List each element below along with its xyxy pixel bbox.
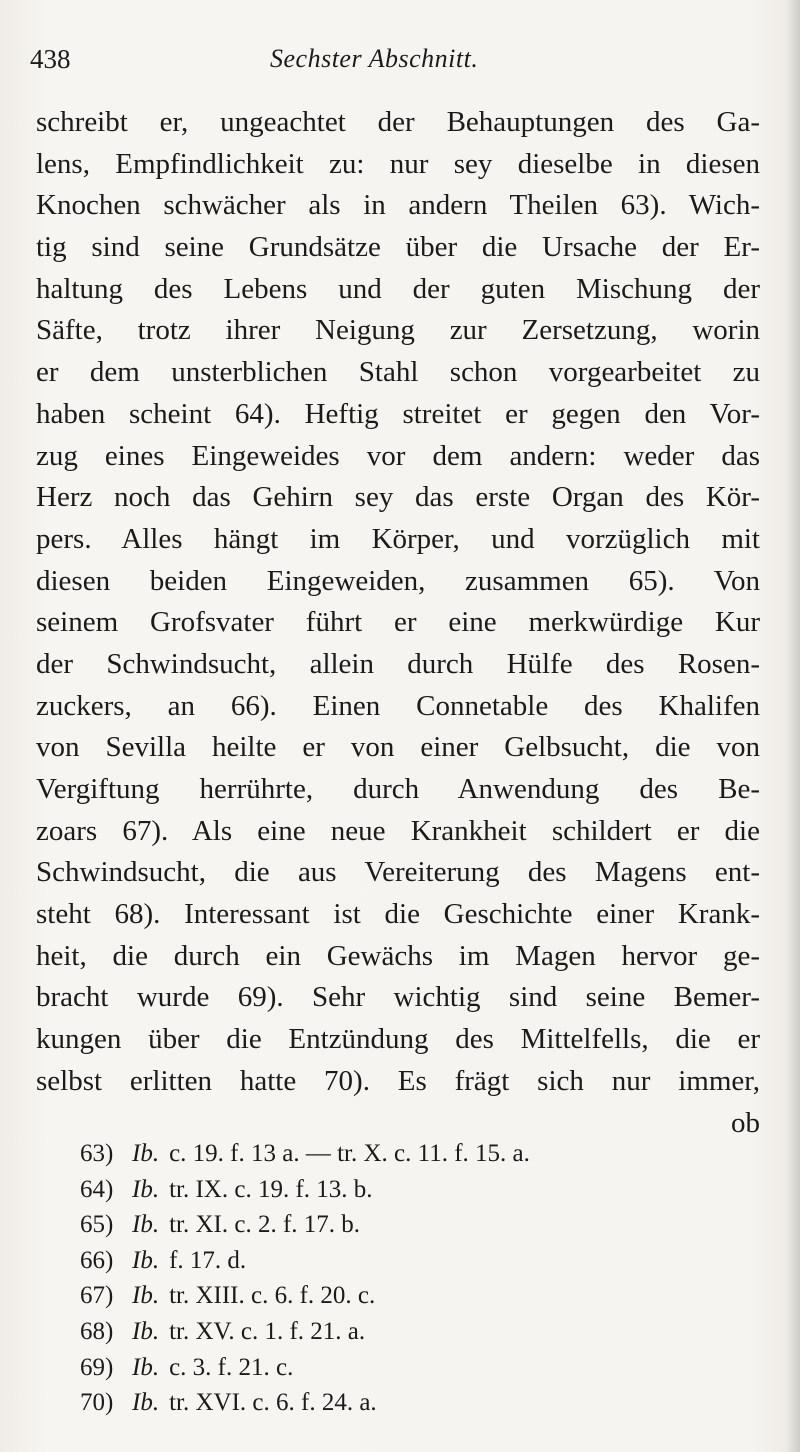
- footnotes: [80, 1136, 720, 1421]
- footnote-number: 70): [80, 1389, 114, 1417]
- footnote-text: tr. XIII. c. 6. f. 20. c.: [169, 1282, 376, 1310]
- text-line: von Sevilla heilte er von einer Gelbsucht, die von: [36, 731, 760, 764]
- footnote-number: 63): [80, 1140, 114, 1167]
- text-line: haltung des Lebens und der guten Mischung der: [36, 272, 760, 305]
- footnote-number: 66): [80, 1246, 114, 1274]
- footnote: [80, 1278, 720, 1314]
- text-line: haben scheint 64). Heftig streitet er gegen den Vor-: [36, 397, 760, 430]
- footnote-ibid: Ib.: [132, 1353, 160, 1381]
- text-line: er dem unsterblichen Stahl schon vorgearbeitet zu: [36, 356, 760, 389]
- footnote-ibid: Ib.: [132, 1211, 160, 1239]
- text-line: kungen über die Entzündung des Mittelfells, die er: [36, 1023, 760, 1056]
- footnote: [80, 1385, 720, 1421]
- footnote-ibid: Ib.: [132, 1389, 160, 1417]
- text-line: seinem Grofsvater führt er eine merkwürdige Kur: [36, 606, 760, 639]
- footnote: [80, 1207, 720, 1243]
- footnote-number: 67): [80, 1282, 114, 1310]
- text-line: Säfte, trotz ihrer Neigung zur Zersetzung, worin: [36, 314, 760, 347]
- footnote-number: 64): [80, 1175, 114, 1203]
- page-header: [30, 44, 760, 84]
- footnote: [80, 1136, 720, 1172]
- page-number: 438: [30, 44, 71, 74]
- text-line: steht 68). Interessant ist die Geschichte einer Krank-: [36, 898, 760, 931]
- footnote-ibid: Ib.: [132, 1246, 160, 1274]
- footnote-text: tr. XVI. c. 6. f. 24. a.: [169, 1389, 377, 1417]
- footnote-text: c. 3. f. 21. c.: [169, 1353, 294, 1381]
- footnote: [80, 1314, 720, 1350]
- footnote-text: tr. IX. c. 19. f. 13. b.: [169, 1175, 373, 1203]
- text-line: Vergiftung herrührte, durch Anwendung des Be-: [36, 773, 760, 805]
- text-line: Schwindsucht, die aus Vereiterung des Magens ent-: [36, 856, 760, 889]
- text-line: tig sind seine Grundsätze über die Ursache der Er-: [36, 231, 760, 264]
- catchword: ob: [731, 1106, 760, 1139]
- text-line: Knochen schwächer als in andern Theilen 63). Wich-: [36, 189, 760, 222]
- footnote-text: tr. XV. c. 1. f. 21. a.: [169, 1317, 366, 1345]
- running-head: Sechster Abschnitt.: [270, 44, 479, 73]
- footnote-text: tr. XI. c. 2. f. 17. b.: [169, 1211, 361, 1239]
- text-line: pers. Alles hängt im Körper, und vorzüglich mit: [36, 522, 760, 555]
- text-line: lens, Empfindlichkeit zu: nur sey dieselbe in diesen: [36, 147, 760, 180]
- footnote: [80, 1350, 720, 1386]
- text-line: der Schwindsucht, allein durch Hülfe des Rosen-: [36, 647, 760, 680]
- footnote-ibid: Ib.: [132, 1282, 160, 1310]
- text-line: selbst erlitten hatte 70). Es frägt sich nur immer,: [36, 1064, 760, 1097]
- text-line: bracht wurde 69). Sehr wichtig sind seine Bemer-: [36, 981, 760, 1014]
- footnote-number: 69): [80, 1353, 114, 1381]
- footnote-text: c. 19. f. 13 a. — tr. X. c. 11. f. 15. a.: [169, 1140, 530, 1167]
- footnote-text: f. 17. d.: [169, 1246, 247, 1274]
- body-text: [36, 102, 760, 1144]
- footnote: [80, 1172, 720, 1208]
- text-line: zoars 67). Als eine neue Krankheit schildert er die: [36, 814, 760, 847]
- text-line: diesen beiden Eingeweiden, zusammen 65). Von: [36, 564, 760, 597]
- footnote-ibid: Ib.: [132, 1317, 160, 1345]
- footnote-ibid: Ib.: [132, 1140, 160, 1167]
- text-line: zuckers, an 66). Einen Connetable des Khalifen: [36, 689, 760, 722]
- text-line: Herz noch das Gehirn sey das erste Organ des Kör-: [36, 481, 760, 514]
- footnote: [80, 1243, 720, 1279]
- text-line: zug eines Eingeweides vor dem andern: weder das: [36, 439, 760, 472]
- footnote-number: 68): [80, 1317, 114, 1345]
- text-line: heit, die durch ein Gewächs im Magen hervor ge-: [36, 939, 760, 972]
- text-line: schreibt er, ungeachtet der Behauptungen des Ga-: [36, 106, 760, 138]
- page-edge-shadow: [786, 0, 800, 1452]
- footnote-number: 65): [80, 1211, 114, 1239]
- footnote-ibid: Ib.: [132, 1175, 160, 1203]
